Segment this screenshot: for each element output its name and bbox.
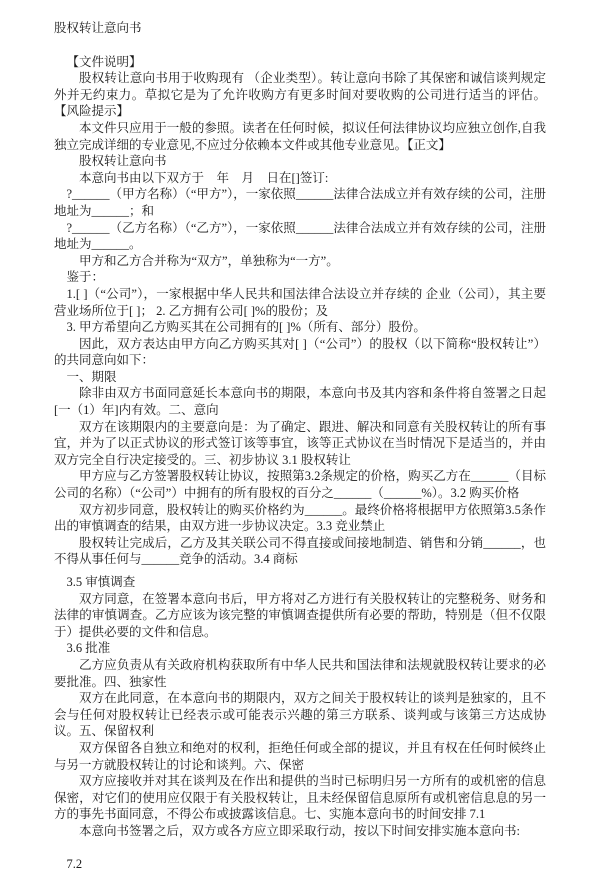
- doc-paragraph: 本意向书签署之后，双方或各方应立即采取行动，按以下时间安排实施本意向书:: [54, 823, 546, 840]
- doc-paragraph: 双方同意，在签署本意向书后，甲方将对乙方进行有关股权转让的完整税务、财务和法律的审慎调查。乙方应该为该完整的审慎调查提供所有必要的帮助，特别是（但不仅限于）提供必要的文件和信息。: [54, 591, 546, 641]
- doc-paragraph: 1.[ ]（“公司”），一家根据中华人民共和国法律合法设立并存续的 企业（公司），其主要营业场所位于[ ]； 2. 乙方拥有公司[ ]%的股份；及: [54, 286, 546, 319]
- doc-paragraph: 双方在此同意，在本意向书的期限内，双方之间关于股权转让的谈判是独家的，且不会与任何对股权转让已经表示或可能表示兴趣的第三方联系、谈判或与该第三方达成协议。五、保留权利: [54, 690, 546, 740]
- doc-paragraph-section-3-6-heading: 3.6 批准: [54, 640, 546, 657]
- doc-paragraph-section-1-heading: 一、期限: [54, 369, 546, 386]
- doc-paragraph: 双方在该期限内的主要意向是：为了确定、跟进、解决和同意有关股权转让的所有事宜，并为了以正式协议的形式签订该等事宜，该等正式协议在当时情况下是适当的，并由双方完全自行决定接受的。三、初步协议 3.1 股权转让: [54, 419, 546, 469]
- doc-paragraph: 3. 甲方希望向乙方购买其在公司拥有的[ ]%（所有、部分）股份。: [54, 319, 546, 336]
- document-title: 股权转让意向书: [54, 20, 546, 37]
- doc-paragraph: 甲方应与乙方签署股权转让协议，按照第3.2条规定的价格，购买乙方在______（目标公司的名称）（“公司”）中拥有的所有股权的百分之______（______%）。3.2 购买价格: [54, 468, 546, 501]
- doc-paragraph: 股权转让意向书用于收购现有 （企业类型）。转让意向书除了其保密和诚信谈判规定外并无约束力。草拟它是为了允许收购方有更多时间对要收购的公司进行适当的评估。【风险提示】: [54, 70, 546, 120]
- doc-paragraph: 本意向书由以下双方于 年 月 日在[]签订:: [54, 170, 546, 187]
- doc-paragraph: 本文件只应用于一般的参照。读者在任何时候，拟议任何法律协议均应独立创作,自我独立完成详细的专业意见,不应过分依赖本文件或其他专业意见。【正文】: [54, 120, 546, 153]
- doc-paragraph: 甲方和乙方合并称为“双方”，单独称为“一方”。: [54, 253, 546, 270]
- doc-paragraph-file-note-heading: 【文件说明】: [54, 54, 546, 71]
- doc-paragraph: 双方保留各自独立和绝对的权利，拒绝任何或全部的提议，并且有权在任何时候终止与另一方就股权转让的讨论和谈判。六、保密: [54, 740, 546, 773]
- doc-paragraph-section-3-5-heading: 3.5 审慎调查: [54, 574, 546, 591]
- doc-paragraph-party-b: ?______（乙方名称）（“乙方”），一家依照______法律合法成立并有效存续的公司，注册地址为______。: [54, 220, 546, 253]
- doc-paragraph: 因此，双方表达由甲方向乙方购买其对[ ]（“公司”）的股权（以下简称“股权转让”）的共同意向如下：: [54, 336, 546, 369]
- doc-paragraph: 乙方应负责从有关政府机构获取所有中华人民共和国法律和法规就股权转让要求的必要批准。四、独家性: [54, 657, 546, 690]
- doc-paragraph-whereas: 鉴于：: [54, 269, 546, 286]
- doc-paragraph: 股权转让完成后，乙方及其关联公司不得直接或间接地制造、销售和分销______，也不得从事任何与______竞争的活动。3.4 商标: [54, 535, 546, 568]
- doc-paragraph-subtitle: 股权转让意向书: [54, 153, 546, 170]
- doc-paragraph-party-a: ?______（甲方名称）（“甲方”），一家依照______法律合法成立并有效存续的公司，注册地址为______；和: [54, 186, 546, 219]
- doc-paragraph: 除非由双方书面同意延长本意向书的期限，本意向书及其内容和条件将自签署之日起[一（1）年]内有效。二、意向: [54, 385, 546, 418]
- doc-paragraph-section-7-2-heading: 7.2: [54, 856, 546, 872]
- doc-paragraph: 双方应接收并对其在谈判及在作出和提供的当时已标明归另一方所有的或机密的信息保密，对它们的使用应仅限于有关股权转让，且未经保留信息原所有或机密信息息的另一方的事先书面同意，不得公布或披露该信息。七、实施本意向书的时间安排 7.1: [54, 773, 546, 823]
- doc-paragraph: 双方初步同意，股权转让的购买价格约为______。最终价格将根据甲方依照第3.5条作出的审慎调查的结果，由双方进一步协议决定。3.3 竞业禁止: [54, 502, 546, 535]
